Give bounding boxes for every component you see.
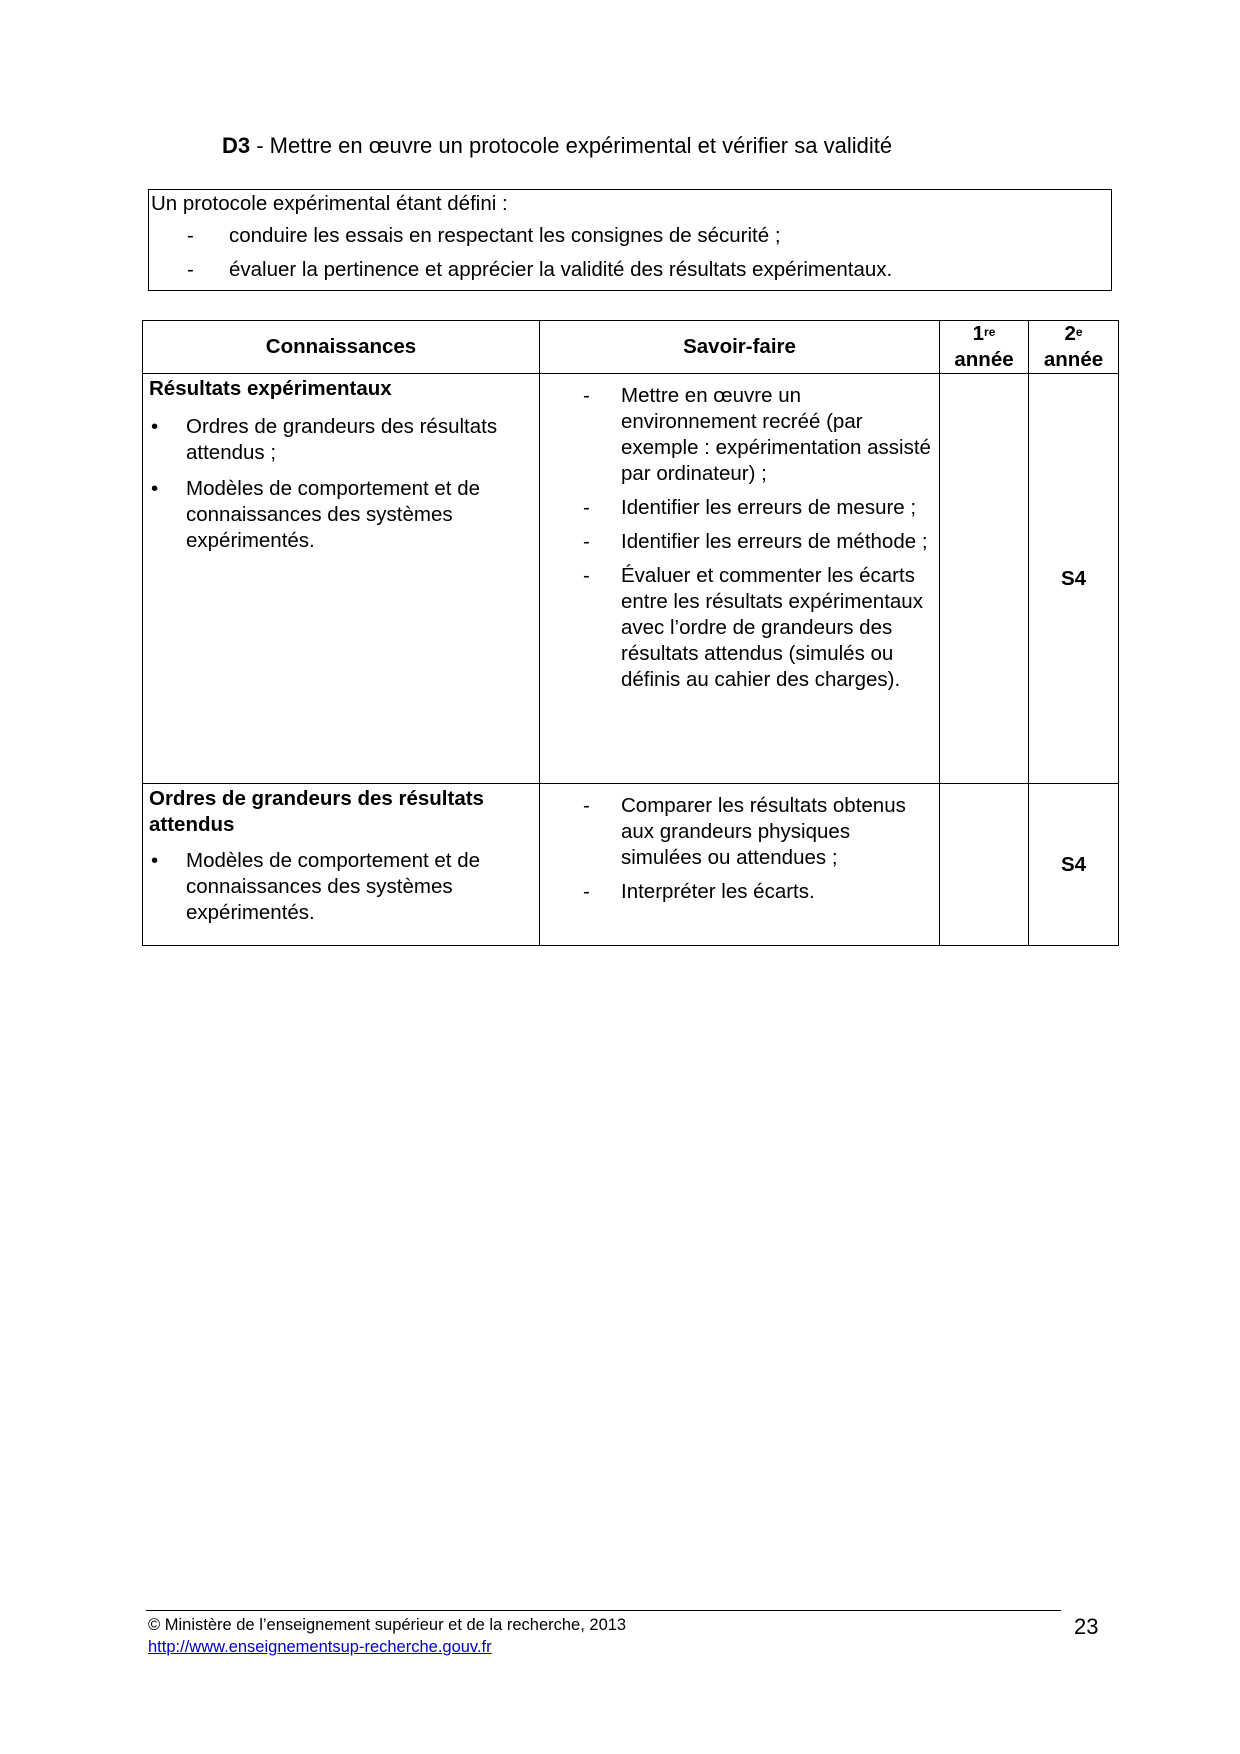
year1-sup: re: [984, 325, 996, 339]
list-item: [143, 476, 539, 554]
page-number: 23: [1074, 1614, 1099, 1639]
year1-label: année: [954, 348, 1014, 371]
knowledge-list: [143, 848, 539, 926]
section-title: [222, 133, 892, 159]
knowledge-item-text: Modèles de comportement et de connaissances des systèmes expérimentés.: [186, 849, 480, 924]
dash-marker: -: [187, 224, 194, 247]
bullet-marker: •: [151, 477, 159, 500]
savoir-faire-text: Évaluer et commenter les écarts entre les résultats expérimentaux avec l’ordre de grandeurs des résultats attendus (simulés ou définis au cahier des charges).: [621, 564, 923, 691]
header-year2: [1029, 321, 1119, 374]
footer-website-link[interactable]: http://www.enseignementsup-recherche.gouv.fr: [148, 1638, 492, 1656]
connaissances-cell: [143, 374, 540, 784]
dash-marker: -: [583, 564, 590, 587]
list-item: [540, 383, 933, 487]
bullet-marker: •: [151, 849, 159, 872]
year1-level: [940, 374, 1029, 784]
header-year1: [940, 321, 1029, 374]
savoir-faire-text: Interpréter les écarts.: [621, 880, 815, 903]
year2-number: 2: [1064, 322, 1076, 345]
year1-number: 1: [972, 322, 985, 345]
header-savoir-faire: Savoir-faire: [540, 321, 940, 374]
intro-box: [148, 189, 1112, 291]
connaissances-cell: [143, 784, 540, 946]
dash-marker: -: [583, 384, 590, 407]
dash-marker: -: [187, 258, 194, 281]
savoir-faire-cell: [540, 784, 940, 946]
year2-level: S4: [1029, 784, 1119, 946]
table-row: [143, 784, 1119, 946]
year2-sup: e: [1075, 325, 1083, 339]
list-item: [540, 879, 933, 905]
section-code: D3: [222, 133, 251, 158]
knowledge-item-text: Modèles de comportement et de connaissances des systèmes expérimentés.: [186, 477, 480, 552]
intro-item-text: conduire les essais en respectant les consignes de sécurité ;: [229, 224, 781, 247]
knowledge-heading: Ordres de grandeurs des résultats attendus: [149, 787, 484, 836]
list-item: [540, 529, 933, 555]
bullet-marker: •: [151, 415, 159, 438]
savoir-faire-text: Mettre en œuvre un environnement recréé (par exemple : expérimentation assisté par ordinateur) ;: [621, 384, 931, 485]
header-connaissances: Connaissances: [143, 321, 540, 374]
savoir-faire-list: [540, 383, 939, 693]
footer-copyright: © Ministère de l’enseignement supérieur et de la recherche, 2013: [148, 1616, 627, 1634]
footer-divider: [146, 1610, 1061, 1611]
savoir-faire-text: Comparer les résultats obtenus aux grandeurs physiques simulées ou attendues ;: [621, 794, 906, 869]
savoir-faire-cell: [540, 374, 940, 784]
year1-level: [940, 784, 1029, 946]
list-item: [143, 848, 539, 926]
section-title-text: - Mettre en œuvre un protocole expérimental et vérifier sa validité: [250, 133, 893, 158]
competences-table: [142, 320, 1119, 946]
dash-marker: -: [583, 530, 590, 553]
intro-item-text: évaluer la pertinence et apprécier la validité des résultats expérimentaux.: [229, 258, 893, 281]
knowledge-heading: Résultats expérimentaux: [149, 377, 392, 400]
intro-lead: Un protocole expérimental étant défini :: [151, 192, 508, 215]
savoir-faire-text: Identifier les erreurs de mesure ;: [621, 496, 917, 519]
dash-marker: -: [583, 496, 590, 519]
list-item: [540, 793, 933, 871]
list-item: [540, 563, 933, 693]
table-row: [143, 374, 1119, 784]
knowledge-item-text: Ordres de grandeurs des résultats attendus ;: [186, 415, 498, 464]
savoir-faire-text: Identifier les erreurs de méthode ;: [621, 530, 928, 553]
list-item: [540, 495, 933, 521]
list-item: [143, 414, 539, 466]
knowledge-list: [143, 414, 539, 554]
year2-level: S4: [1029, 374, 1119, 784]
savoir-faire-list: [540, 793, 939, 905]
year2-label: année: [1043, 348, 1104, 371]
dash-marker: -: [583, 880, 590, 903]
dash-marker: -: [583, 794, 590, 817]
table-header-row: [143, 321, 1119, 374]
